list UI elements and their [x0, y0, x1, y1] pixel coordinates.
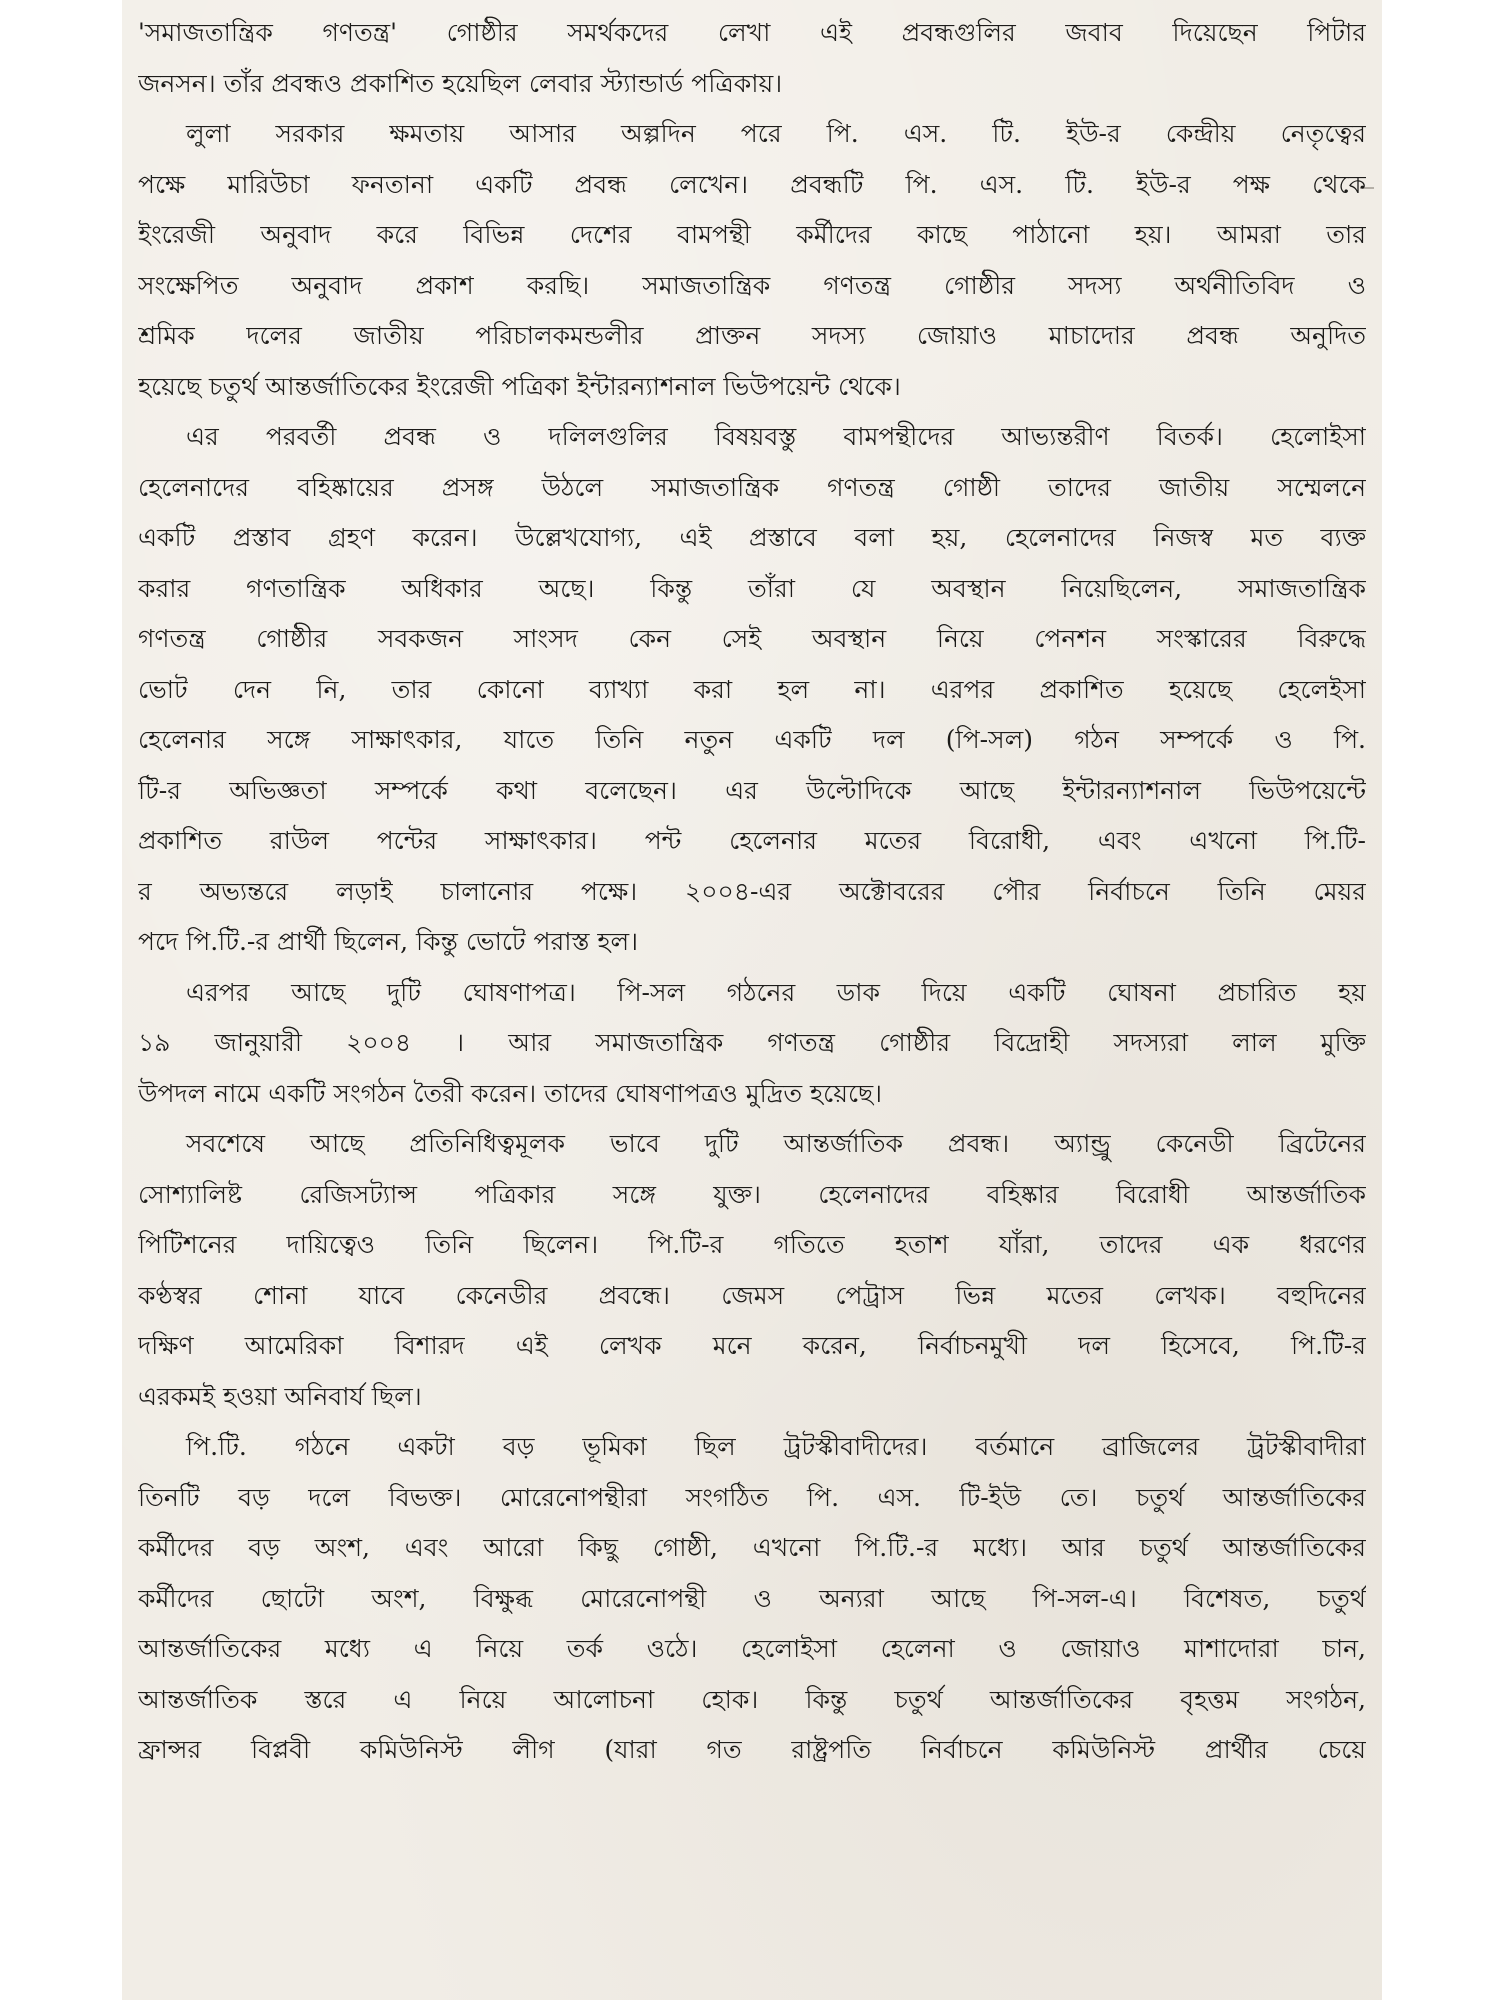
text-line: কর্মীদের বড় অংশ, এবং আরো কিছু গোষ্ঠী, এখনো পি.টি.-র মধ্যে। আর চতুর্থ আন্তর্জাতিকের	[138, 1533, 1366, 1562]
text-line: করার গণতান্ত্রিক অধিকার অছে। কিন্তু তাঁরা যে অবস্থান নিয়েছিলেন, সমাজতান্ত্রিক	[138, 573, 1366, 603]
text-line: আন্তর্জাতিকের মধ্যে এ নিয়ে তর্ক ওঠে। হেলোইসা হেলেনা ও জোয়াও মাশাদোরা চান,	[138, 1634, 1366, 1663]
text-line: আন্তর্জাতিক স্তরে এ নিয়ে আলোচনা হোক। কিন্তু চতুর্থ আন্তর্জাতিকের বৃহত্তম সংগঠন,	[138, 1684, 1366, 1714]
text-line: প্রকাশিত রাউল পন্টের সাক্ষাৎকার। পন্ট হেলেনার মতের বিরোধী, এবং এখনো পি.টি-	[138, 826, 1366, 855]
text-line: উপদল নামে একটি সংগঠন তৈরী করেন। তাদের ঘোষণাপত্রও মুদ্রিত হয়েছে।	[138, 1078, 883, 1108]
text-line: র অভ্যন্তরে লড়াই চালানোর পক্ষে। ২০০৪-এর অক্টোবরের পৌর নির্বাচনে তিনি মেয়র	[138, 876, 1366, 906]
paragraph-start-line: পি.টি. গঠনে একটা বড় ভূমিকা ছিল ট্রটস্কীবাদীদের। বর্তমানে ব্রাজিলের ট্রটস্কীবাদীরা	[186, 1432, 1366, 1461]
text-line: সংক্ষেপিত অনুবাদ প্রকাশ করছি। সমাজতান্ত্রিক গণতন্ত্র গোষ্ঠীর সদস্য অর্থনীতিবিদ ও	[138, 270, 1366, 300]
text-line: ভোট দেন নি, তার কোনো ব্যাখ্যা করা হল না। এরপর প্রকাশিত হয়েছে হেলেইসা	[138, 674, 1366, 704]
paragraph-start-line: সবশেষে আছে প্রতিনিধিত্বমূলক ভাবে দুটি আন্তর্জাতিক প্রবন্ধ। অ্যান্ড্রু কেনেডী ব্রিটেনের	[186, 1129, 1366, 1158]
text-line: গণতন্ত্র গোষ্ঠীর সবকজন সাংসদ কেন সেই অবস্থান নিয়ে পেনশন সংস্কারের বিরুদ্ধে	[138, 624, 1366, 653]
paragraph-start-line: লুলা সরকার ক্ষমতায় আসার অল্পদিন পরে পি. এস. টি. ইউ-র কেন্দ্রীয় নেতৃত্বের	[186, 119, 1366, 148]
text-line: ইংরেজী অনুবাদ করে বিভিন্ন দেশের বামপন্থী কর্মীদের কাছে পাঠানো হয়। আমরা তার	[138, 220, 1366, 249]
text-line: হয়েছে চতুর্থ আন্তর্জাতিকের ইংরেজী পত্রিকা ইন্টারন্যাশনাল ভিউপয়েন্ট থেকে।	[138, 371, 901, 401]
text-line: পদে পি.টি.-র প্রার্থী ছিলেন, কিন্তু ভোটে পরাস্ত হল।	[138, 927, 639, 956]
text-line: এরকমই হওয়া অনিবার্য ছিল।	[138, 1381, 422, 1411]
text-line: ১৯ জানুয়ারী ২০০৪ । আর সমাজতান্ত্রিক গণতন্ত্র গোষ্ঠীর বিদ্রোহী সদস্যরা লাল মুক্তি	[138, 1028, 1366, 1057]
text-line: হেলেনার সঙ্গে সাক্ষাৎকার, যাতে তিনি নতুন একটি দল (পি-সল) গঠন সম্পর্কে ও পি.	[138, 725, 1366, 754]
text-line: ফ্রান্সর বিপ্লবী কমিউনিস্ট লীগ (যারা গত রাষ্ট্রপতি নির্বাচনে কমিউনিস্ট প্রার্থীর চেয়ে	[138, 1735, 1366, 1764]
text-line: হেলেনাদের বহিষ্কায়ের প্রসঙ্গ উঠলে সমাজতান্ত্রিক গণতন্ত্র গোষ্ঠী তাদের জাতীয় সম্মেলনে	[138, 472, 1366, 502]
text-line: কর্মীদের ছোটো অংশ, বিক্ষুব্ধ মোরেনোপন্থী ও অন্যরা আছে পি-সল-এ। বিশেষত, চতুর্থ	[138, 1583, 1366, 1613]
text-line: সোশ্যালিষ্ট রেজিসট্যান্স পত্রিকার সঙ্গে যুক্ত। হেলেনাদের বহিষ্কার বিরোধী আন্তর্জাতিক	[138, 1179, 1366, 1209]
paragraph-start-line: এরপর আছে দুটি ঘোষণাপত্র। পি-সল গঠনের ডাক দিয়ে একটি ঘোষনা প্রচারিত হয়	[186, 977, 1366, 1007]
text-line: একটি প্রস্তাব গ্রহণ করেন। উল্লেখযোগ্য, এই প্রস্তাবে বলা হয়, হেলেনাদের নিজস্ব মত ব্যক্ত	[138, 523, 1366, 552]
text-line: পক্ষে মারিউচা ফনতানা একটি প্রবন্ধ লেখেন। প্রবন্ধটি পি. এস. টি. ইউ-র পক্ষ থেকে	[138, 169, 1366, 199]
text-line: টি-র অভিজ্ঞতা সম্পর্কে কথা বলেছেন। এর উল্টোদিকে আছে ইন্টারন্যাশনাল ভিউপয়েন্টে	[138, 775, 1366, 805]
text-line: কণ্ঠস্বর শোনা যাবে কেনেডীর প্রবন্ধে। জেমস পেট্রাস ভিন্ন মতের লেখক। বহুদিনের	[138, 1280, 1366, 1310]
text-line: দক্ষিণ আমেরিকা বিশারদ এই লেখক মনে করেন, নির্বাচনমুখী দল হিসেবে, পি.টি-র	[138, 1331, 1366, 1360]
text-line: পিটিশনের দায়িত্বেও তিনি ছিলেন। পি.টি-র গতিতে হতাশ যাঁরা, তাদের এক ধরণের	[138, 1230, 1366, 1259]
text-line: 'সমাজতান্ত্রিক গণতন্ত্র' গোষ্ঠীর সমর্থকদের লেখা এই প্রবন্ধগুলির জবাব দিয়েছেন পিটার	[138, 18, 1366, 47]
text-line: শ্রমিক দলের জাতীয় পরিচালকমন্ডলীর প্রাক্তন সদস্য জোয়াও মাচাদোর প্রবন্ধ অনুদিত	[138, 321, 1366, 350]
text-line: জনসন। তাঁর প্রবন্ধও প্রকাশিত হয়েছিল লেবার স্ট্যান্ডার্ড পত্রিকায়।	[138, 68, 783, 98]
text-line: তিনটি বড় দলে বিভক্ত। মোরেনোপন্থীরা সংগঠিত পি. এস. টি-ইউ তে। চতুর্থ আন্তর্জাতিকের	[138, 1482, 1366, 1512]
paragraph-start-line: এর পরবর্তী প্রবন্ধ ও দলিলগুলির বিষয়বস্তু বামপন্থীদের আভ্যন্তরীণ বিতর্ক। হেলোইসা	[186, 422, 1366, 451]
page-text	[138, 8, 1366, 1776]
